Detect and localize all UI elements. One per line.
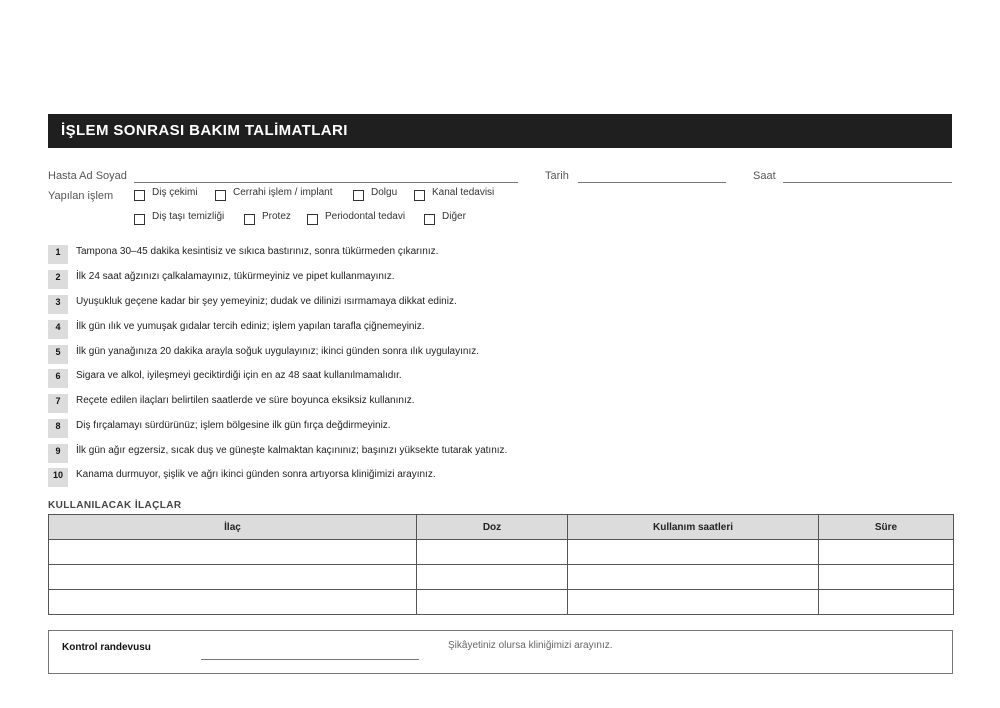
page-title: İŞLEM SONRASI BAKIM TALİMATLARI bbox=[48, 114, 952, 148]
instruction-number: 5 bbox=[48, 345, 68, 364]
instruction-text: Uyuşukluk geçene kadar bir şey yemeyiniz; dudak ve dilinizi ısırmamaya dikkat ediniz. bbox=[76, 296, 457, 307]
table-cell[interactable] bbox=[568, 590, 819, 615]
instruction-text: Kanama durmuyor, şişlik ve ağrı ikinci günden sonra artıyorsa kliniğimizi arayınız. bbox=[76, 469, 436, 480]
control-note: Şikâyetiniz olursa kliniğimizi arayınız. bbox=[448, 640, 613, 651]
instruction-text: İlk gün ağır egzersiz, sıcak duş ve güneşte kalmaktan kaçınınız; başınızı yüksekte tutarak yatınız. bbox=[76, 445, 508, 456]
checkbox-dis-tasi-temizligi[interactable] bbox=[134, 214, 145, 225]
instruction-item bbox=[48, 444, 748, 463]
table-row bbox=[49, 565, 954, 590]
table-cell[interactable] bbox=[417, 590, 568, 615]
table-cell[interactable] bbox=[49, 565, 417, 590]
medications-title: KULLANILACAK İLAÇLAR bbox=[48, 500, 182, 511]
checkbox-dolgu[interactable] bbox=[353, 190, 364, 201]
instruction-number: 6 bbox=[48, 369, 68, 388]
instruction-number: 2 bbox=[48, 270, 68, 289]
table-row bbox=[49, 540, 954, 565]
checkbox-label: Dolgu bbox=[371, 187, 398, 198]
instruction-text: Sigara ve alkol, iyileşmeyi geciktirdiği için en az 48 saat kullanılmamalıdır. bbox=[76, 370, 402, 381]
table-cell[interactable] bbox=[417, 540, 568, 565]
medications-table bbox=[48, 514, 954, 615]
instruction-item bbox=[48, 270, 748, 289]
instruction-item bbox=[48, 245, 748, 264]
table-cell[interactable] bbox=[568, 540, 819, 565]
checkbox-label: Protez bbox=[262, 211, 291, 222]
time-field[interactable] bbox=[783, 182, 952, 183]
checkbox-label: Cerrahi işlem / implant bbox=[233, 187, 333, 198]
instruction-number: 10 bbox=[48, 468, 68, 487]
checkbox-diger[interactable] bbox=[424, 214, 435, 225]
checkbox-protez[interactable] bbox=[244, 214, 255, 225]
control-appointment-label: Kontrol randevusu bbox=[62, 642, 151, 653]
instruction-text: Tampona 30–45 dakika kesintisiz ve sıkıca bastırınız, sonra tükürmeden çıkarınız. bbox=[76, 246, 439, 257]
instruction-text: İlk 24 saat ağzınızı çalkalamayınız, tükürmeyiniz ve pipet kullanmayınız. bbox=[76, 271, 395, 282]
instruction-number: 1 bbox=[48, 245, 68, 264]
column-header-sure: Süre bbox=[819, 515, 954, 540]
patient-name-label: Hasta Ad Soyad bbox=[48, 170, 127, 182]
checkbox-label: Diş çekimi bbox=[152, 187, 198, 198]
table-cell[interactable] bbox=[568, 565, 819, 590]
date-label: Tarih bbox=[545, 170, 569, 182]
checkbox-dis-cekimi[interactable] bbox=[134, 190, 145, 201]
table-cell[interactable] bbox=[819, 590, 954, 615]
instruction-text: Diş fırçalamayı sürdürünüz; işlem bölgesine ilk gün fırça değdirmeyiniz. bbox=[76, 420, 391, 431]
instruction-number: 8 bbox=[48, 419, 68, 438]
instruction-number: 3 bbox=[48, 295, 68, 314]
instruction-text: İlk gün ılık ve yumuşak gıdalar tercih ediniz; işlem yapılan tarafla çiğnemeyiniz. bbox=[76, 321, 425, 332]
checkbox-periodontal-tedavi[interactable] bbox=[307, 214, 318, 225]
table-header-row bbox=[49, 515, 954, 540]
instruction-item bbox=[48, 295, 748, 314]
checkbox-cerrahi-islem[interactable] bbox=[215, 190, 226, 201]
instruction-item bbox=[48, 369, 748, 388]
table-cell[interactable] bbox=[819, 540, 954, 565]
instruction-text: İlk gün yanağınıza 20 dakika arayla soğuk uygulayınız; ikinci günden sonra ılık uygulayınız. bbox=[76, 346, 480, 357]
patient-name-field[interactable] bbox=[134, 182, 518, 183]
instruction-item bbox=[48, 468, 748, 487]
control-appointment-box bbox=[48, 630, 953, 674]
instruction-item bbox=[48, 394, 748, 413]
checkbox-kanal-tedavisi[interactable] bbox=[414, 190, 425, 201]
checkbox-label: Diş taşı temizliği bbox=[152, 211, 225, 222]
instruction-number: 7 bbox=[48, 394, 68, 413]
column-header-doz: Doz bbox=[417, 515, 568, 540]
date-field[interactable] bbox=[578, 182, 726, 183]
table-cell[interactable] bbox=[417, 565, 568, 590]
procedure-label: Yapılan işlem bbox=[48, 190, 114, 202]
column-header-ilac: İlaç bbox=[49, 515, 417, 540]
instruction-number: 9 bbox=[48, 444, 68, 463]
time-label: Saat bbox=[753, 170, 776, 182]
checkbox-label: Kanal tedavisi bbox=[432, 187, 495, 198]
table-cell[interactable] bbox=[819, 565, 954, 590]
instruction-item bbox=[48, 320, 748, 339]
instruction-item bbox=[48, 345, 748, 364]
table-cell[interactable] bbox=[49, 590, 417, 615]
checkbox-label: Periodontal tedavi bbox=[325, 211, 406, 222]
control-appointment-field[interactable] bbox=[201, 659, 419, 660]
column-header-kullanim-saatleri: Kullanım saatleri bbox=[568, 515, 819, 540]
instruction-text: Reçete edilen ilaçları belirtilen saatlerde ve süre boyunca eksiksiz kullanınız. bbox=[76, 395, 415, 406]
table-cell[interactable] bbox=[49, 540, 417, 565]
instruction-number: 4 bbox=[48, 320, 68, 339]
instruction-item bbox=[48, 419, 748, 438]
checkbox-label: Diğer bbox=[442, 211, 466, 222]
table-row bbox=[49, 590, 954, 615]
